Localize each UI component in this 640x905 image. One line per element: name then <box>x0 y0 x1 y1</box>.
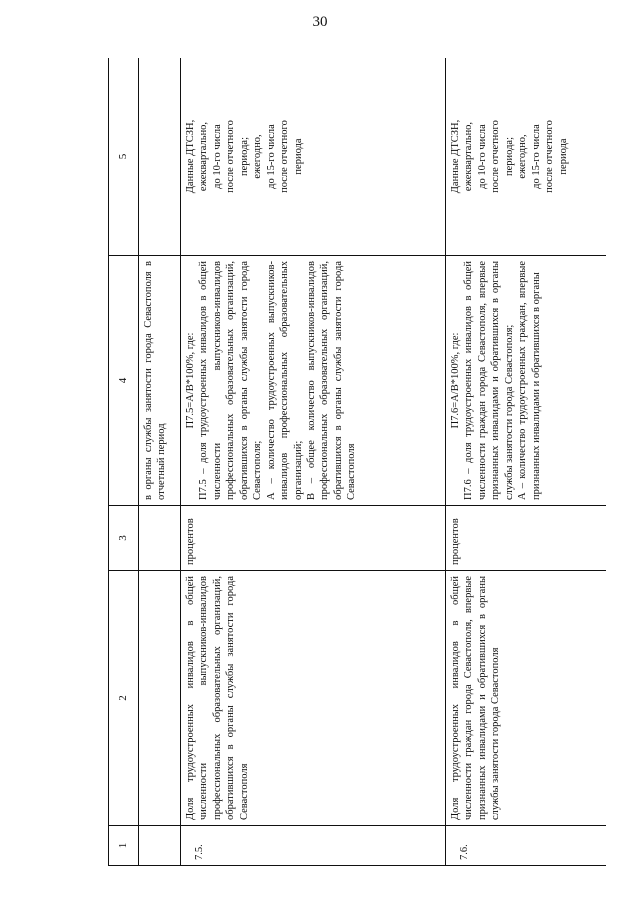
header-col-5: 5 <box>109 58 139 256</box>
continuation-col-5 <box>139 58 181 256</box>
calculation-method <box>446 256 607 506</box>
source-line: после отчетного <box>279 120 291 193</box>
source-line: Данные ДТСЗН, <box>185 119 196 194</box>
continuation-col-3 <box>139 506 181 571</box>
definition-p: П7.5 – доля трудоустроенных инвалидов в общей численности выпускников-инвалидов профессиональных образовательных организаций, обратившихся в органы службы занятости города Севастополя; <box>198 261 264 500</box>
header-col-1: 1 <box>109 826 139 866</box>
unit: процентов <box>181 506 446 571</box>
header-col-2: 2 <box>109 571 139 826</box>
row-number: 7.6. <box>446 826 607 866</box>
source-line: после отчетного <box>544 120 556 193</box>
source-line: периода; <box>503 136 515 177</box>
continuation-text: в органы службы занятости города Севастополя в отчетный период <box>139 256 181 506</box>
definition-a: А – количество трудоустроенных выпускников-инвалидов профессиональных образовательных организаций; <box>265 261 304 500</box>
source-line: до 10-го числа <box>476 124 488 189</box>
row-number: 7.5. <box>181 826 446 866</box>
continuation-col-1 <box>139 826 181 866</box>
source-line: после отчетного <box>225 120 237 193</box>
data-source <box>181 58 446 256</box>
table-row-7-5 <box>181 58 446 866</box>
data-source <box>446 58 607 256</box>
source-line: до 15-го числа <box>265 124 277 189</box>
source-line: ежеквартально, <box>463 121 475 192</box>
source-line: ежегодно, <box>517 134 529 179</box>
rotated-table-container <box>108 58 606 866</box>
indicators-table <box>108 58 606 866</box>
header-col-3: 3 <box>109 506 139 571</box>
page-number: 30 <box>312 14 328 30</box>
formula: П7.5=А/В*100%, где: <box>185 332 196 429</box>
source-line: ежегодно, <box>252 134 264 179</box>
continuation-row <box>139 58 181 866</box>
header-col-4: 4 <box>109 256 139 506</box>
table-row-7-6 <box>446 58 607 866</box>
formula: П7.6=А/В*100%, где: <box>450 332 461 429</box>
definition-p: П7.6 – доля трудоустроенных инвалидов в общей численности граждан города Севастополя, впервые признанных инвалидами и обратившихся в органы службы занятости города Севастополя; <box>463 261 515 500</box>
unit: процентов <box>446 506 607 571</box>
source-line: Данные ДТСЗН, <box>450 119 461 194</box>
source-line: до 10-го числа <box>211 124 223 189</box>
definition-b: В – общее количество выпускников-инвалидов профессиональных образовательных организаций, обратившихся в органы службы занятости города Севастополя <box>305 261 358 500</box>
source-line: после отчетного <box>490 120 502 193</box>
calculation-method <box>181 256 446 506</box>
definition-a: А – количество трудоустроенных граждан, впервые признанных инвалидами и обратившихся в органы <box>517 261 542 500</box>
source-line: до 15-го числа <box>530 124 542 189</box>
continuation-col-2 <box>139 571 181 826</box>
header-row <box>109 58 139 866</box>
indicator-name: Доля трудоустроенных инвалидов в общей численности граждан города Севастополя, впервые признанных инвалидами и обратившихся в органы службы занятости города Севастополя <box>446 571 607 826</box>
indicator-name: Доля трудоустроенных инвалидов в общей численности выпускников-инвалидов профессиональных образовательных организаций, обратившихся в органы службы занятости города Севастополя <box>181 571 446 826</box>
source-line: периода <box>292 138 304 175</box>
source-line: периода; <box>238 136 250 177</box>
source-line: ежеквартально, <box>198 121 210 192</box>
source-line: периода <box>557 138 569 175</box>
